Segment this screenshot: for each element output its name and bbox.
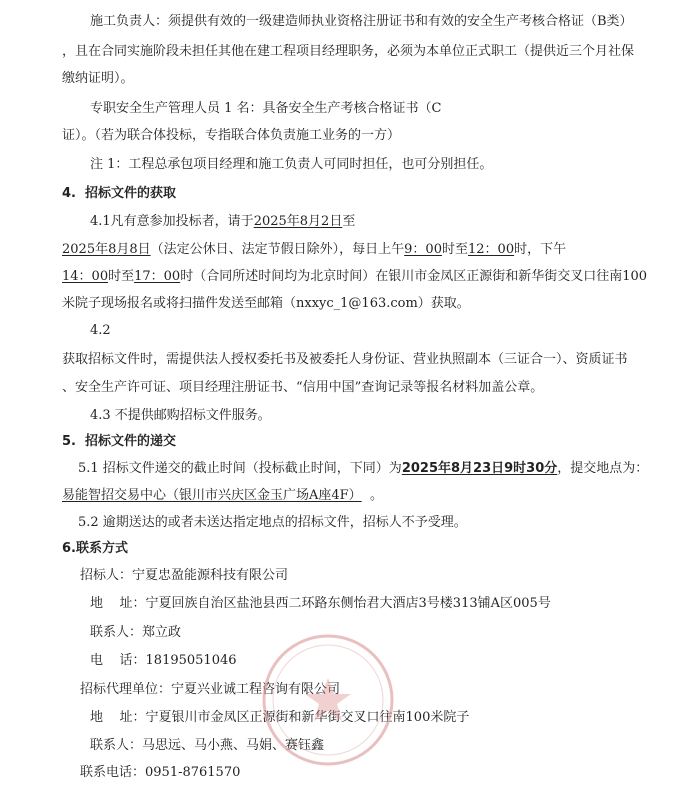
contact-line: 电 话：18195051046 xyxy=(90,653,237,668)
section-heading: 6.联系方式 xyxy=(62,541,128,556)
contact-line: 联系人：郑立政 xyxy=(90,625,182,640)
contact-line: 联系电话：0951-8761570 xyxy=(80,765,241,780)
text-line: 易能智招交易中心（银川市兴庆区金玉广场A座4F） 。 xyxy=(62,488,383,503)
text-line: 米院子现场报名或将扫描件发送至邮箱（nxxyc_1@163.com）获取。 xyxy=(62,296,470,311)
text-line: 注 1：工程总承包项目经理和施工负责人可同时担任，也可分别担任。 xyxy=(90,157,493,172)
text-line: 4.2 xyxy=(90,323,111,338)
contact-line: 招标代理单位：宁夏兴业诚工程咨询有限公司 xyxy=(80,682,341,697)
text-line: 施工负责人：须提供有效的一级建造师执业资格注册证书和有效的安全生产考核合格证（B类） xyxy=(90,14,633,29)
text-line: 、安全生产许可证、项目经理注册证书、“信用中国”查询记录等报名材料加盖公章。 xyxy=(62,380,544,395)
text-line: 5.2 逾期送达的或者未送达指定地点的招标文件，招标人不予受理。 xyxy=(78,515,467,530)
text-line: 4.1凡有意参加投标者，请于2025年8月2日至 xyxy=(90,214,356,229)
contact-line: 招标人：宁夏忠盈能源科技有限公司 xyxy=(80,568,289,583)
contact-line: 联系人：马思远、马小燕、马娟、赛钰鑫 xyxy=(90,738,325,753)
contact-line: 地 址：宁夏回族自治区盐池县西二环路东侧怡君大酒店3号楼313铺A区005号 xyxy=(90,596,551,611)
text-line: 2025年8月8日（法定公休日、法定节假日除外），每日上午9：00时至12：00时，下午 xyxy=(62,242,567,257)
text-line: 14：00时至17：00时（合同所述时间均为北京时间）在银川市金凤区正源街和新华街交叉口往南100 xyxy=(62,269,648,284)
text-line: 专职安全生产管理人员 1 名：具备安全生产考核合格证书（C xyxy=(90,101,442,116)
text-line: 证）。（若为联合体投标，专指联合体负责施工业务的一方） xyxy=(62,128,401,143)
section-heading: 5. 招标文件的递交 xyxy=(62,434,177,449)
text-line: 5.1 招标文件递交的截止时间（投标截止时间，下同）为2025年8月23日9时30分，提交地点为： xyxy=(78,461,649,476)
contact-line: 地 址：宁夏银川市金凤区正源街和新华街交叉口往南100米院子 xyxy=(90,710,470,725)
text-line: ，且在合同实施阶段未担任其他在建工程项目经理职务，必须为本单位正式职工（提供近三个月社保 xyxy=(62,44,635,59)
text-line: 4.3 不提供邮购招标文件服务。 xyxy=(90,408,271,423)
text-line: 缴纳证明）。 xyxy=(62,71,134,86)
section-heading: 4. 招标文件的获取 xyxy=(62,186,177,201)
text-line: 获取招标文件时，需提供法人授权委托书及被委托人身份证、营业执照副本（三证合一）、资质证书 xyxy=(62,352,628,367)
